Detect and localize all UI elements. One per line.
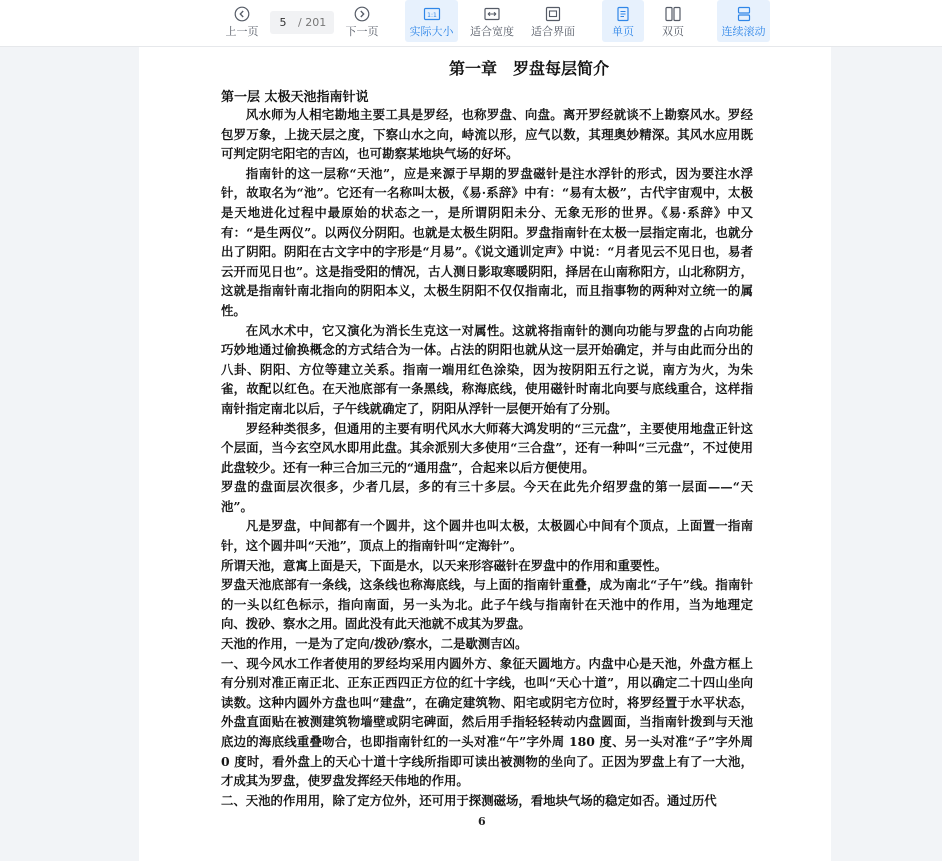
single-page-label: 单页 [612, 25, 634, 38]
double-page-button[interactable] [652, 0, 694, 42]
paragraph: 在风水术中，它又演化为消长生克这一对属性。这就将指南针的测向功能与罗盘的占向功能巧妙地通过偷换概念的方式结合为一体。占法的阴阳也就从这一层开始确定，并与由此而分出的八卦、阴阳、方位等建立关系。指南一端用红色涂染，因为按阴阳五行之说，南方为火，为朱雀，故配以红色。在天池底部有一条黑线，称海底线，使用磁针时南北向要与底线重合，这样指南针指定南北以后，子午线就确定了，阴阳从浮针一层便开始有了分别。 [221, 322, 753, 416]
chevron-right-circle-icon [354, 6, 370, 22]
continuous-scroll-button[interactable] [717, 0, 770, 42]
fit-page-button[interactable] [526, 0, 580, 42]
paragraph: 凡是罗盘，中间都有一个圆井，这个圆井也叫太极，太极圆心中间有个顶点，上面置一指南针，这个圆井叫“天池”，顶点上的指南针叫“定海针”。 [221, 518, 753, 554]
prev-page-button[interactable] [222, 0, 262, 42]
actual-size-button[interactable] [405, 0, 458, 42]
prev-page-label: 上一页 [225, 25, 259, 38]
next-page-label: 下一页 [345, 25, 379, 38]
viewer-toolbar [0, 0, 942, 47]
paragraph: 一、现今风水工作者使用的罗经均采用内圆外方、象征天圆地方。内盘中心是天池，外盘方框上有分别对准正南正北、正东正西四正方位的红十字线，也叫“天心十道”，用以确定二十四山坐向读数。这种内圆外方盘也叫“建盘”，在确定建筑物、阳宅或阴宅方位时，将罗经置于水平状态，外盘直面贴在被测建筑物墙壁或阴宅碑面，然后用手指轻轻转动内盘圆面，当指南针拨到与天池底边的海底线重叠吻合，也即指南针红的一头对准“午”字外周 180 度、另一头对准“子”字外周 0 度时，看外盘上的天心十道十字线所指即可读出被测物的坐向了。正因为罗盘上有了一大池，才成其为罗盘，使罗盘发挥经天伟地的作用。 [221, 655, 753, 789]
paragraph: 罗盘的盘面层次很多，少者几层，多的有三十多层。今天在此先介绍罗盘的第一层面——“天池”。 [221, 479, 753, 514]
paragraph: 风水师为人相宅勘地主要工具是罗经，也称罗盘、向盘。离开罗经就谈不上勘察风水。罗经包罗万象，上拢天层之度，下察山水之向，峙流以形，应气以数，其理奥妙精深。其风水应用既可判定阴宅阳宅的吉凶，也可勘察某地块气场的好坏。 [221, 107, 753, 162]
fit-width-icon [483, 6, 501, 22]
document-body [221, 105, 753, 810]
svg-text:1:1: 1:1 [426, 11, 437, 19]
chevron-left-circle-icon [234, 6, 250, 22]
fit-page-icon [544, 6, 562, 22]
current-page-input[interactable] [270, 13, 296, 32]
continuous-scroll-label: 连续滚动 [721, 25, 766, 38]
actual-size-icon [423, 6, 441, 22]
double-page-icon [664, 6, 682, 22]
page-number: 6 [478, 815, 486, 828]
fit-width-button[interactable] [466, 0, 518, 42]
single-page-button[interactable] [602, 0, 644, 42]
actual-size-label: 实际大小 [409, 25, 454, 38]
double-page-label: 双页 [662, 25, 684, 38]
chapter-title: 第一章 罗盘每层简介 [449, 59, 610, 78]
fit-page-label: 适合界面 [531, 25, 575, 38]
next-page-button[interactable] [342, 0, 382, 42]
paragraph: 二、天池的作用用，除了定方位外，还可用于探测磁场，看地块气场的稳定如否。通过历代 [221, 792, 717, 808]
paragraph: 所谓天池，意寓上面是天，下面是水，以天来形容磁针在罗盘中的作用和重要性。 [221, 557, 668, 573]
single-page-icon [615, 6, 631, 22]
paragraph: 罗盘天池底部有一条线，这条线也称海底线，与上面的指南针重叠，成为南北“子午”线。指南针的一头以红色标示，指向南面，另一头为北。此子午线与指南针在天池中的作用，当为地理定向、拨砂、察水之用。固此没有此天池就不成其为罗盘。 [221, 577, 753, 632]
paragraph: 天池的作用，一是为了定向/拨砂/察水，二是歇测吉凶。 [221, 636, 528, 652]
page-navigator [270, 11, 334, 34]
continuous-scroll-icon [736, 6, 752, 22]
total-pages: / 201 [298, 16, 327, 29]
paragraph: 罗经种类很多，但通用的主要有明代风水大师蒋大鸿发明的“三元盘”，主要使用地盘正针这个层面，当今玄空风水即用此盘。其余派别大多使用“三合盘”，还有一种叫“三元盘”，不过使用此盘较少。还有一种三合加三元的“通用盘”，合起来以后方便使用。 [221, 420, 753, 475]
fit-width-label: 适合宽度 [470, 25, 514, 38]
paragraph: 指南针的这一层称“天池”，应是来源于早期的罗盘磁针是注水浮针的形式，因为要注水浮针，故取名为“池”。它还有一名称叫太极，《易·系辞》中有：“易有太极”，古代宇宙观中，太极是天地进化过程中最原始的状态之一，是所谓阴阳未分、无象无形的世界。《易·系辞》中又有：“是生两仪”。以两仪分阴阳。也就是太极生阴阳。罗盘指南针在太极一层指定南北，也就分出了阴阳。阴阳在古文字中的字形是“月易”。《说文通训定声》中说：“月者见云不见日也，易者云开而见日也”。这是指受阳的情况，古人测日影取寒暖阴阳，择居在山南称阳方，山北称阴方，这就是指南针南北指向的阴阳本义，太极生阴阳不仅仅指南北，而且指事物的两种对立统一的属性。 [221, 165, 753, 318]
section-title: 第一层 太极天池指南针说 [221, 90, 369, 105]
